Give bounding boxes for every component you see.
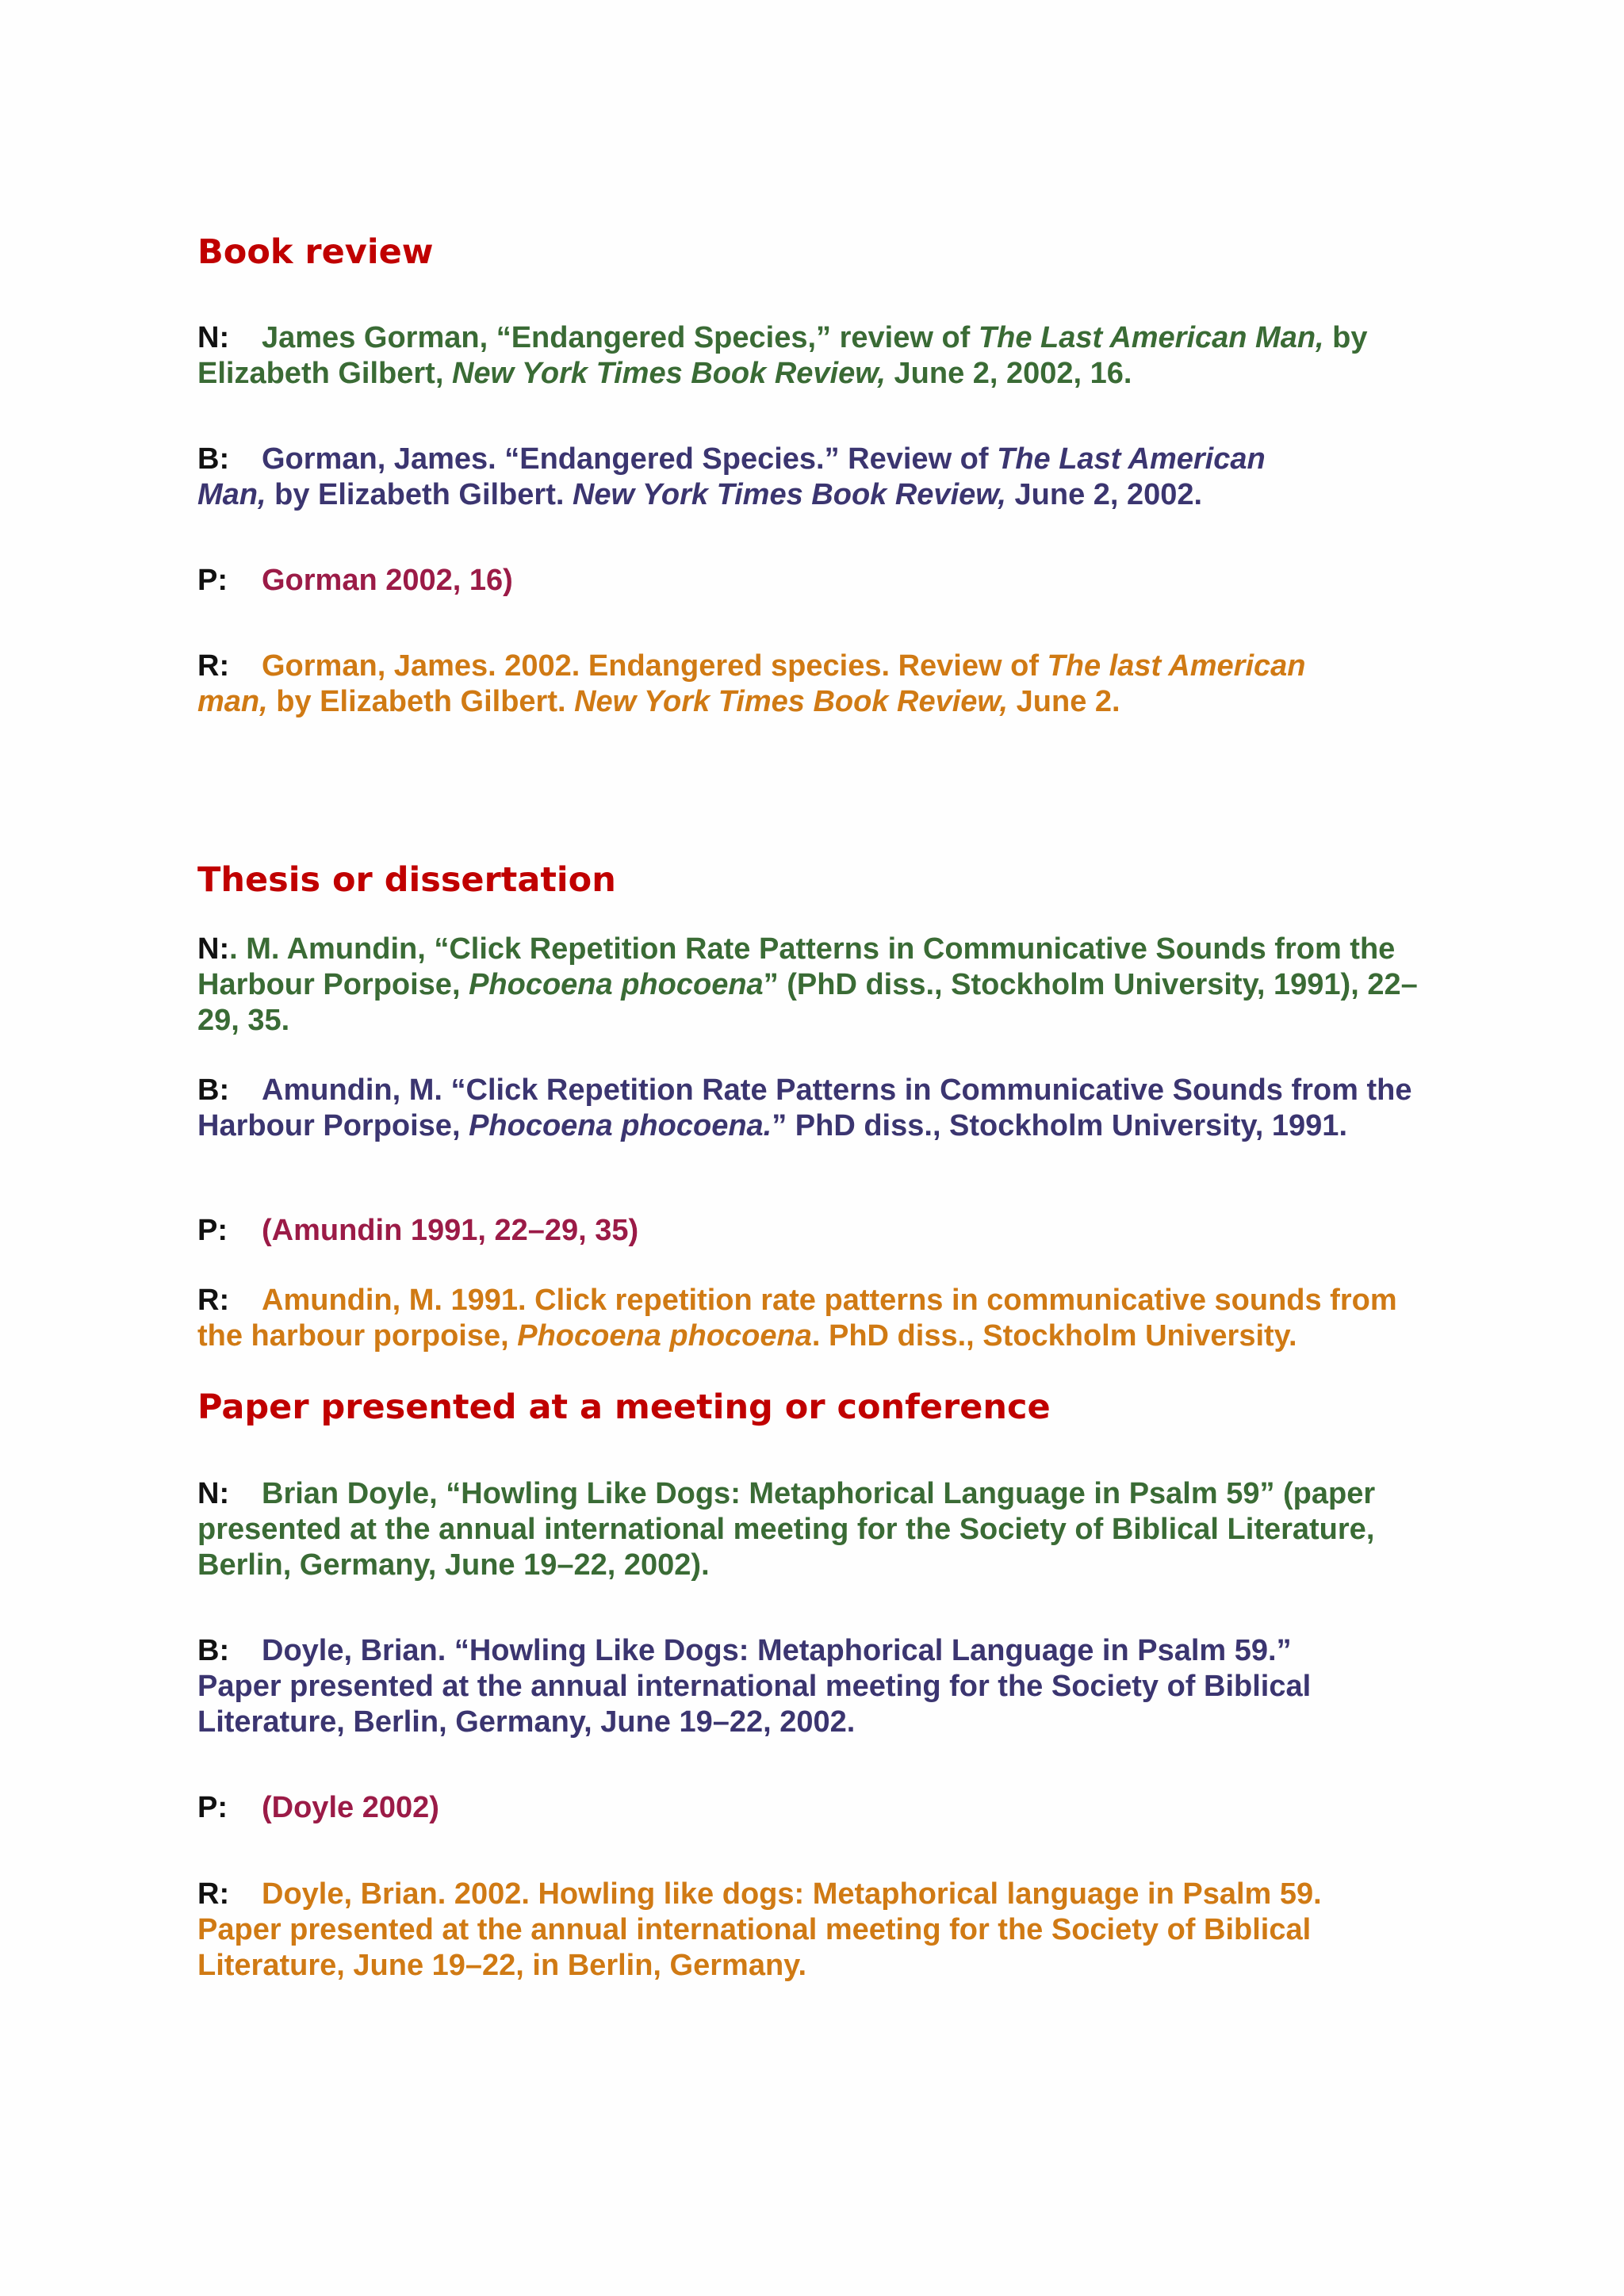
- entry-key-r: R:: [197, 1877, 230, 1911]
- thesis-parenthetical-entry: P: (Amundin 1991, 22–29, 35): [197, 1214, 639, 1247]
- section-heading-conference-paper: Paper presented at a meeting or conference: [197, 1387, 1051, 1427]
- book-review-note-entry: N: James Gorman, “Endangered Species,” review of The Last American Man, by Elizabeth Gilbert, New York Times Book Review, June 2, 2002, 16.: [197, 321, 1368, 390]
- entry-key-r: R:: [197, 649, 230, 683]
- thesis-reference-entry: R: Amundin, M. 1991. Click repetition rate patterns in communicative sounds from the harbour porpoise, Phocoena phocoena. PhD diss., Stockholm University.: [197, 1284, 1397, 1353]
- entry-key-p: P:: [197, 564, 228, 597]
- entry-key-n: N:: [197, 321, 230, 354]
- entry-key-r: R:: [197, 1284, 230, 1317]
- conference-bibliography-entry: B: Doyle, Brian. “Howling Like Dogs: Metaphorical Language in Psalm 59.” Paper presented at the annual international meeting for the Society of Biblical Literature, Berlin, Germany, June 19–22, 2002.: [197, 1634, 1312, 1739]
- book-review-bibliography-entry: B: Gorman, James. “Endangered Species.” Review of The Last American Man, by Elizabeth Gilbert. New York Times Book Review, June 2, 2002.: [197, 442, 1266, 511]
- book-review-parenthetical-entry: P: Gorman 2002, 16): [197, 564, 513, 597]
- entry-key-b: B:: [197, 1073, 230, 1107]
- entry-key-n: N:: [197, 932, 230, 966]
- entry-key-n: N:: [197, 1477, 230, 1510]
- thesis-note-entry: N:. M. Amundin, “Click Repetition Rate Patterns in Communicative Sounds from the Harbour Porpoise, Phocoena phocoena” (PhD diss., Stockholm University, 1991), 22–29, 35.: [197, 932, 1418, 1037]
- entry-key-b: B:: [197, 442, 230, 476]
- section-heading-thesis: Thesis or dissertation: [197, 860, 616, 900]
- thesis-bibliography-entry: B: Amundin, M. “Click Repetition Rate Patterns in Communicative Sounds from the Harbour Porpoise, Phocoena phocoena.” PhD diss., Stockholm University, 1991.: [197, 1073, 1412, 1142]
- entry-key-p: P:: [197, 1791, 228, 1824]
- conference-reference-entry: R: Doyle, Brian. 2002. Howling like dogs: Metaphorical language in Psalm 59. Paper presented at the annual international meeting for the Society of Biblical Literature, June 19–22, in Berlin, Germany.: [197, 1877, 1322, 1982]
- entry-key-b: B:: [197, 1634, 230, 1667]
- conference-parenthetical-entry: P: (Doyle 2002): [197, 1791, 439, 1824]
- section-heading-book-review: Book review: [197, 232, 434, 272]
- conference-note-entry: N: Brian Doyle, “Howling Like Dogs: Metaphorical Language in Psalm 59” (paper presented at the annual international meeting for the Society of Biblical Literature, Berlin, Germany, June 19–22, 2002).: [197, 1477, 1376, 1582]
- book-review-reference-entry: R: Gorman, James. 2002. Endangered species. Review of The last American man, by Elizabeth Gilbert. New York Times Book Review, June 2.: [197, 649, 1306, 718]
- entry-key-p: P:: [197, 1214, 228, 1247]
